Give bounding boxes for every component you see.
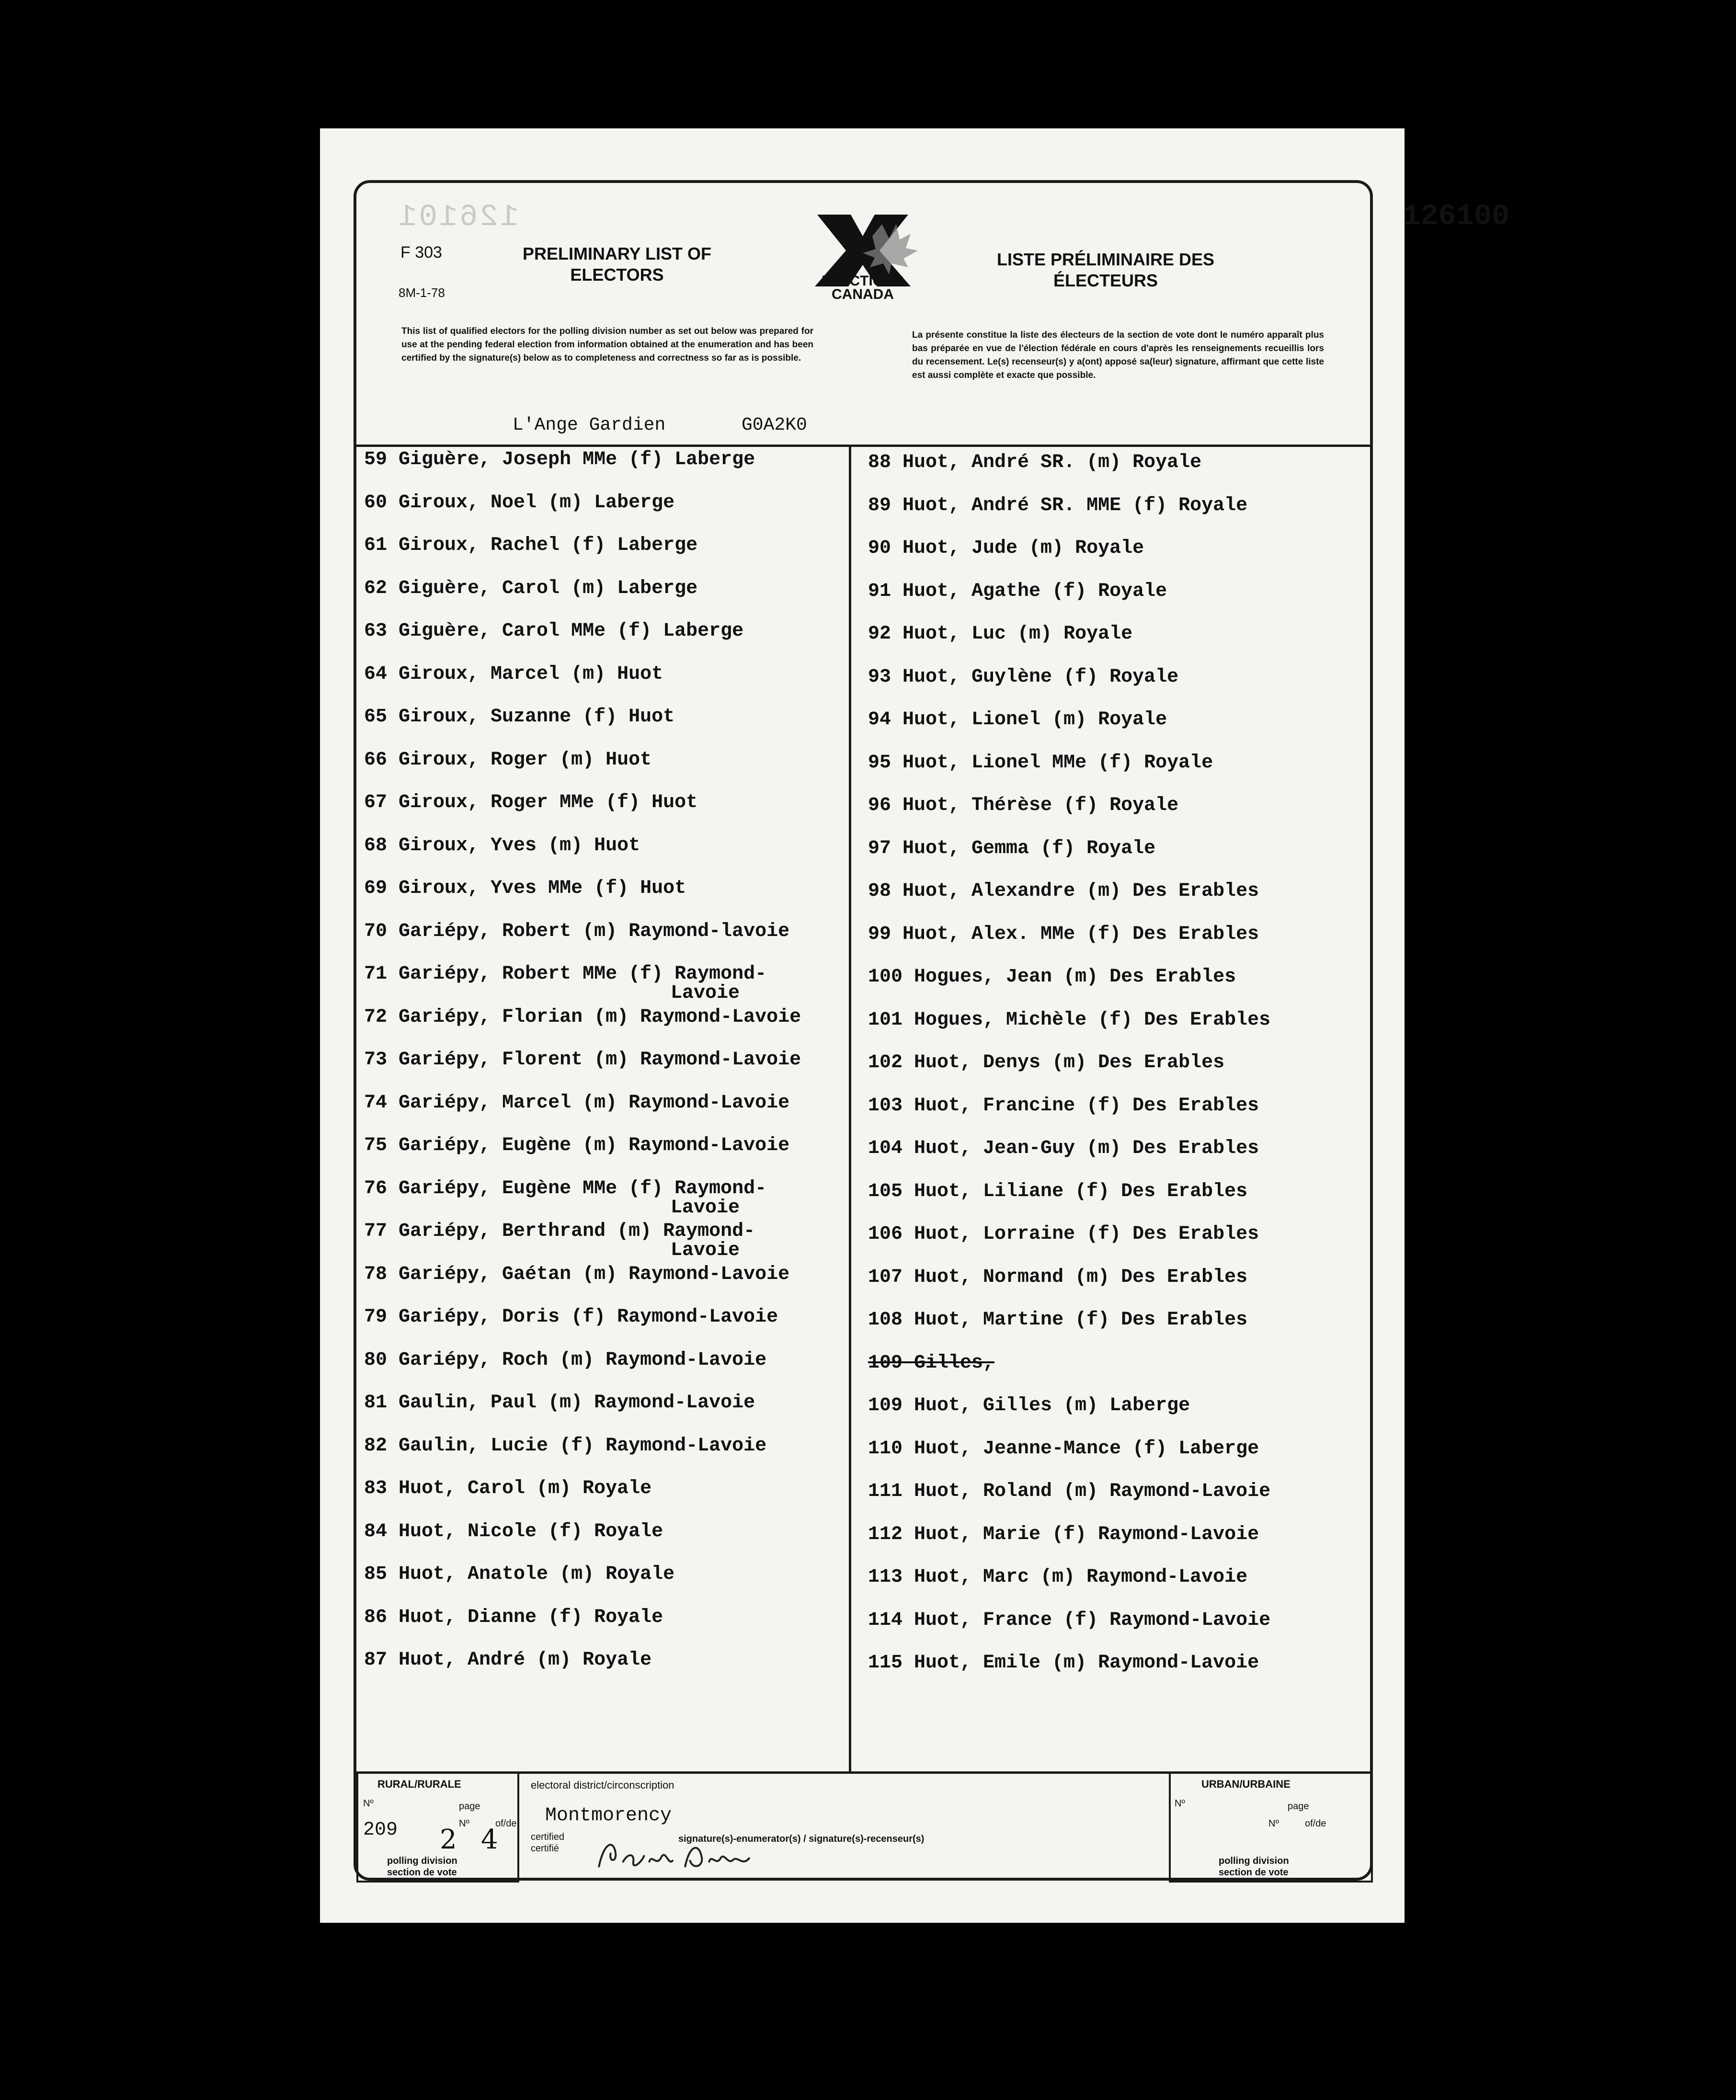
- elector-entry-text: 112 Huot, Marie (f) Raymond-Lavoie: [868, 1523, 1259, 1545]
- elector-entry: [364, 1521, 663, 1542]
- elector-entry-text: 85 Huot, Anatole (m) Royale: [364, 1564, 675, 1585]
- header-divider: [356, 445, 1370, 447]
- elector-entry-text: 93 Huot, Guylène (f) Royale: [868, 666, 1179, 688]
- polling-division-number: 209: [363, 1819, 398, 1841]
- elector-entry: [364, 1350, 766, 1371]
- elector-entry: [364, 449, 755, 470]
- polling-division-label-fr: section de vote: [387, 1867, 457, 1878]
- elector-entry: [364, 1178, 766, 1219]
- elector-entry: [364, 750, 651, 771]
- urban-page-label: page: [1288, 1801, 1309, 1812]
- elector-entry: [868, 538, 1144, 559]
- elector-entry-text: 111 Huot, Roland (m) Raymond-Lavoie: [868, 1481, 1271, 1502]
- elector-entry: [364, 921, 789, 942]
- elector-entry-text: 83 Huot, Carol (m) Royale: [364, 1478, 652, 1499]
- elector-entry-text: 90 Huot, Jude (m) Royale: [868, 537, 1144, 559]
- elector-entry: [364, 1264, 789, 1285]
- elector-entry-text: 103 Huot, Francine (f) Des Erables: [868, 1095, 1259, 1117]
- certified-label-fr: certifié: [531, 1843, 559, 1854]
- elector-entry: [364, 1221, 755, 1261]
- urban-no-label-2: Nº: [1268, 1818, 1279, 1829]
- elector-entry-text: 66 Giroux, Roger (m) Huot: [364, 749, 652, 771]
- urban-label: URBAN/URBAINE: [1201, 1778, 1291, 1790]
- elector-entry: [868, 1181, 1247, 1202]
- elector-entry: [868, 1310, 1247, 1331]
- elector-entry: [364, 1135, 789, 1156]
- elector-entry-text: 105 Huot, Liliane (f) Des Erables: [868, 1180, 1248, 1202]
- rural-label: RURAL/RURALE: [377, 1778, 461, 1790]
- elector-entry: [364, 535, 697, 556]
- elector-entry-text: 62 Giguère, Carol (m) Laberge: [364, 577, 698, 599]
- elector-entry: [868, 1224, 1259, 1245]
- elector-entry: [868, 753, 1213, 774]
- elector-entry: [868, 1653, 1259, 1674]
- elector-entry-text: 94 Huot, Lionel (m) Royale: [868, 709, 1167, 730]
- elector-entry: [868, 1524, 1259, 1545]
- elector-entry: [364, 621, 743, 642]
- elector-entry-text: 115 Huot, Emile (m) Raymond-Lavoie: [868, 1652, 1259, 1674]
- rural-no-label-2: Nº: [459, 1818, 469, 1829]
- elector-entry: [364, 835, 640, 856]
- elector-entry-text: 95 Huot, Lionel MMe (f) Royale: [868, 752, 1213, 774]
- description-english: This list of qualified electors for the polling division number as set out below was prepared for use at the pending federal election from information obtained at the enumeration and has been certified by the signature(s) below as to completeness and correctness so far as is possible.: [401, 326, 813, 363]
- elector-entry: [868, 1096, 1259, 1117]
- elector-entry: [364, 1307, 778, 1328]
- district-label: electoral district/circonscription: [531, 1779, 674, 1791]
- elector-entry-text: 68 Giroux, Yves (m) Huot: [364, 834, 640, 856]
- elector-entry-text: 73 Gariépy, Florent (m) Raymond-Lavoie: [364, 1049, 801, 1071]
- elector-entry: [868, 581, 1167, 602]
- elector-entry: [364, 878, 686, 899]
- elector-entry: [868, 1567, 1247, 1588]
- urban-polling-label-en: polling division: [1219, 1856, 1289, 1866]
- elector-entry: [868, 1353, 994, 1374]
- elector-entry: [868, 795, 1178, 816]
- elector-entry: [364, 1478, 651, 1499]
- elector-entry-text: 98 Huot, Alexandre (m) Des Erables: [868, 880, 1259, 902]
- elector-entry-text: 110 Huot, Jeanne-Mance (f) Laberge: [868, 1438, 1259, 1460]
- elector-entry-text: 76 Gariépy, Eugène MMe (f) Raymond-: [364, 1177, 767, 1199]
- elector-entry-text: 108 Huot, Martine (f) Des Erables: [868, 1309, 1248, 1331]
- elector-entry-text: 69 Giroux, Yves MMe (f) Huot: [364, 878, 686, 899]
- elector-entry: [868, 1010, 1270, 1031]
- locality-name: L'Ange Gardien: [513, 415, 666, 435]
- page-total: 4: [481, 1824, 498, 1855]
- elector-entry: [868, 1138, 1259, 1159]
- elector-entry-text: 64 Giroux, Marcel (m) Huot: [364, 663, 663, 685]
- elector-entry-text: 67 Giroux, Roger MMe (f) Huot: [364, 792, 698, 813]
- elector-entry-text: 63 Giguère, Carol MMe (f) Laberge: [364, 620, 744, 642]
- elector-entry-text: 107 Huot, Normand (m) Des Erables: [868, 1266, 1248, 1288]
- elector-entry: [364, 792, 697, 813]
- elector-entry-text: 80 Gariépy, Roch (m) Raymond-Lavoie: [364, 1349, 767, 1371]
- elector-entry-continuation: Lavoie: [671, 1197, 740, 1219]
- polling-division-label-en: polling division: [387, 1856, 457, 1866]
- elector-entry-text: 91 Huot, Agathe (f) Royale: [868, 580, 1167, 602]
- elector-entry-text: 74 Gariépy, Marcel (m) Raymond-Lavoie: [364, 1092, 790, 1114]
- elector-entry-text: 88 Huot, André SR. (m) Royale: [868, 452, 1202, 473]
- elector-entry: [868, 1481, 1270, 1502]
- elector-entry: [364, 1564, 674, 1585]
- elector-entry-text: 109 Gilles,: [868, 1352, 995, 1374]
- elector-entry: [364, 1007, 801, 1028]
- title-english: PRELIMINARY LIST OF ELECTORS: [522, 244, 711, 285]
- elector-entry-text: 113 Huot, Marc (m) Raymond-Lavoie: [868, 1566, 1248, 1588]
- column-divider: [849, 445, 851, 1771]
- elector-entry: [868, 967, 1236, 988]
- rural-of-label: of/de: [495, 1818, 517, 1829]
- signature-label: signature(s)-enumerator(s) / signature(s)-recenseur(s): [678, 1834, 925, 1844]
- elector-entry-text: 102 Huot, Denys (m) Des Erables: [868, 1052, 1225, 1073]
- elector-entry: [364, 492, 674, 514]
- urban-of-label: of/de: [1305, 1818, 1326, 1829]
- rural-page-label: page: [459, 1801, 480, 1812]
- elector-entry: [868, 667, 1178, 688]
- elector-entry: [364, 707, 674, 728]
- bleed-through-number: 126101: [397, 200, 519, 235]
- elector-entry-continuation: Lavoie: [671, 1240, 740, 1261]
- elector-entry: [868, 495, 1247, 516]
- elector-entry-text: 77 Gariépy, Berthrand (m) Raymond-: [364, 1221, 755, 1242]
- elector-entry: [868, 452, 1201, 473]
- elector-entry: [364, 1650, 651, 1671]
- elector-entry-text: 89 Huot, André SR. MME (f) Royale: [868, 494, 1248, 516]
- elector-entry-text: 72 Gariépy, Florian (m) Raymond-Lavoie: [364, 1006, 801, 1028]
- elector-entry-text: 100 Hogues, Jean (m) Des Erables: [868, 966, 1236, 988]
- date-code: 8M-1-78: [399, 285, 445, 300]
- form-number: 126100: [1403, 199, 1510, 233]
- elector-entry-continuation: Lavoie: [671, 982, 740, 1004]
- postal-code: G0A2K0: [742, 415, 807, 435]
- elector-entry-text: 71 Gariépy, Robert MMe (f) Raymond-: [364, 963, 767, 985]
- urban-polling-label-fr: section de vote: [1219, 1867, 1289, 1878]
- district-name: Montmorency: [545, 1805, 672, 1826]
- urban-no-label: Nº: [1175, 1798, 1185, 1809]
- svg-text:ELECTIONS: ELECTIONS: [822, 273, 904, 289]
- elections-canada-logo: [798, 205, 927, 301]
- elector-entry-text: 78 Gariépy, Gaétan (m) Raymond-Lavoie: [364, 1263, 790, 1285]
- elector-entry: [868, 924, 1259, 945]
- elector-entry-text: 92 Huot, Luc (m) Royale: [868, 623, 1133, 645]
- elector-entry-text: 61 Giroux, Rachel (f) Laberge: [364, 535, 698, 556]
- page-number: 2: [440, 1824, 457, 1855]
- elector-entry-text: 104 Huot, Jean-Guy (m) Des Erables: [868, 1138, 1259, 1159]
- elector-entry-text: 101 Hogues, Michèle (f) Des Erables: [868, 1009, 1271, 1031]
- enumerator-signature: [589, 1834, 762, 1882]
- form-code: F 303: [400, 243, 442, 262]
- elector-entry-text: 99 Huot, Alex. MMe (f) Des Erables: [868, 923, 1259, 945]
- elector-entry-text: 82 Gaulin, Lucie (f) Raymond-Lavoie: [364, 1435, 767, 1457]
- elector-entry-text: 75 Gariépy, Eugène (m) Raymond-Lavoie: [364, 1135, 790, 1156]
- title-french: LISTE PRÉLIMINAIRE DES ÉLECTEURS: [996, 250, 1215, 290]
- elector-entry-text: 81 Gaulin, Paul (m) Raymond-Lavoie: [364, 1392, 755, 1414]
- elector-list-form: [320, 128, 1510, 1923]
- elector-entry: [364, 1392, 755, 1414]
- elector-entry-text: 86 Huot, Dianne (f) Royale: [364, 1606, 663, 1628]
- elector-entry: [868, 1610, 1270, 1631]
- certified-label-en: certified: [531, 1832, 565, 1842]
- elector-entry-text: 87 Huot, André (m) Royale: [364, 1649, 652, 1671]
- rural-no-label: Nº: [363, 1798, 374, 1809]
- elector-entry: [364, 1607, 663, 1628]
- elector-entry-text: 79 Gariépy, Doris (f) Raymond-Lavoie: [364, 1306, 778, 1328]
- elector-entry: [364, 1050, 801, 1071]
- elector-entry-text: 109 Huot, Gilles (m) Laberge: [868, 1395, 1190, 1416]
- elector-entry-text: 96 Huot, Thérèse (f) Royale: [868, 795, 1179, 816]
- description-french: La présente constitue la liste des électeurs de la section de vote dont le numéro apparaît plus bas préparée en vue de l'élection fédérale en cours d'après les renseignements recueillis lors du recensement. Le(s) recenseur(s) y a(ont) apposé sa(leur) signature, affirmant que cette liste est aussi complète et exacte que possible.: [912, 330, 1324, 380]
- elector-entry: [364, 964, 766, 1004]
- svg-text:CANADA: CANADA: [832, 286, 894, 301]
- elector-entry-text: 114 Huot, France (f) Raymond-Lavoie: [868, 1609, 1271, 1631]
- elector-entry-text: 106 Huot, Lorraine (f) Des Erables: [868, 1223, 1259, 1245]
- elector-entry: [868, 838, 1155, 859]
- elector-entry: [868, 1052, 1224, 1073]
- elector-entry: [868, 709, 1167, 730]
- elector-entry-text: 70 Gariépy, Robert (m) Raymond-lavoie: [364, 920, 790, 942]
- elector-entry: [868, 881, 1259, 902]
- elector-entry: [868, 1395, 1190, 1416]
- elector-entry: [868, 1438, 1259, 1460]
- elector-entry-text: 65 Giroux, Suzanne (f) Huot: [364, 706, 675, 728]
- elector-entry-text: 59 Giguère, Joseph MMe (f) Laberge: [364, 449, 755, 470]
- elector-entry: [364, 578, 697, 599]
- elector-entry-text: 84 Huot, Nicole (f) Royale: [364, 1520, 663, 1542]
- elector-entry-text: 97 Huot, Gemma (f) Royale: [868, 837, 1156, 859]
- elector-entry: [868, 1267, 1247, 1288]
- elector-entry-text: 60 Giroux, Noel (m) Laberge: [364, 491, 675, 514]
- elector-entry: [364, 1093, 789, 1114]
- elector-entry: [364, 664, 663, 685]
- elector-entry: [364, 1436, 766, 1457]
- elector-entry: [868, 624, 1132, 645]
